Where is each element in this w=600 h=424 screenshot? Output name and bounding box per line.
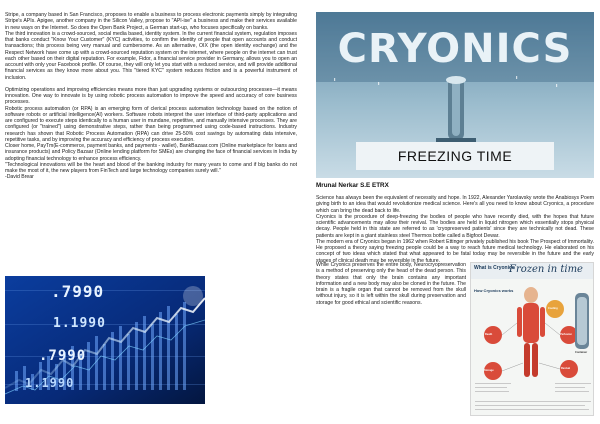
paragraph-neurocryopreservation: While Cryonics preserves the entire body, Neurocryopreservation is a method of preserving only the head of the dead person. This theory states that only the brain contains any important information and a new body may also be cloned in the future. The brain is a fragile organ that cannot be removed from the skull without injury, so it is left within the skull during preservation and storage for good ethical and scientific reasons. (316, 262, 466, 306)
paragraph-cryonics-definition: Cryonics is the procedure of deep-freezing the bodies of people who have recently died, with the hopes that future scientific advancements may allow their revival. The bodies are held in liquid nitrogen which essentially stops physical decay. People held in this state are referred to as 'cryopreserved patients' since they are technically not dead. These patients are kept in a giant stainless steel Thermos bottle called a Bigfoot Dewar. (316, 213, 594, 239)
quote-author: -David Brear (5, 174, 34, 181)
stock-number-4: 1.1990 (25, 376, 75, 390)
infographic-question: What is Cryonics (474, 265, 515, 271)
infographic-art (471, 263, 594, 416)
infographic-title: Frozen in time (509, 264, 583, 275)
neuro-paragraph-block (316, 262, 466, 306)
label-perfusion: Perfusion (560, 333, 572, 336)
label-death: Death (485, 333, 493, 336)
left-article-text (5, 12, 297, 181)
stock-number-1: .7990 (51, 282, 105, 301)
label-storage: Storage (484, 369, 494, 372)
banner-title: CRYONICS (337, 26, 573, 72)
paragraph-quote: "Technological innovations will be the heart and blood of the banking industry for many years to come and if big banks do not make the most of it, the new players from FinTech and large technology companies surely will." (5, 161, 297, 174)
paragraph-stripe: Stripe, a company based in San Francisco, proposes to enable a business to process electronic payments simply by integrating Stripe's APIs. Apigee, another company in the Silicon Valley, propose to "API-ise" a business and make their services available in new ways on the Internet. So does the Open Bank Project, a German start-up, who focuses specifically on banks. (5, 12, 297, 31)
paragraph-identity: The third innovation is a crowd-sourced, social media based, identity system. In the current financial system, regulation imposes that banks conduct "Know Your Customer" (KYC) activities, to confirm the identity of people that open accounts and conduct transactions; this process being very manual and cumbersome. As an alternative, OIX (the open identity exchange) and the Respect Network have come up with a crowd-sourced reputation system on the internet, where people on the internet can trust each other based on their digital reputation. For example, Fidor, a financial service provider in Germany, allows you to open an account with only your Facebook profile. Of course, they will only let you start with a reduced service, and will provide additional financial services as they know more about you. This "tiered KYC" system reduces friction and is a powerful instrument of inclusion. (5, 30, 297, 81)
banner-subtitle: FREEZING TIME (397, 148, 513, 164)
label-cooling: Cooling (548, 307, 558, 310)
paragraph-india: Closer home, PayTm(E-commerce, payment banks, and payments - wallet), BankBazaar.com (Online marketplace for loans and insurance products) and Policy Bazaar (Online lending platform for SMEs) are changing the face of financial services in India by adopting financial technology to enhance process efficiency. (5, 143, 297, 162)
paragraph-modern-era: The modern era of Cryonics began in 1962 when Robert Ettinger privately published his book The Prospect of Immortality. He proposed a theory saying freezing people could be a way to reach future medical technology. He elaborated on his concept of two ideas which stated that what appeared to be fatal today may be reversible in the future and the early stages of clinical death may be reversible in the future. (316, 238, 594, 264)
label-revival: Revival (561, 367, 571, 370)
stock-number-2: 1.1990 (53, 316, 106, 331)
label-container: Container (575, 351, 588, 354)
cryonics-infographic (470, 262, 594, 416)
stock-number-3: .7990 (39, 348, 87, 364)
infographic-subhead: How Cryonics works (474, 288, 514, 293)
paragraph-rpa: Robotic process automation (or RPA) is an emerging form of clerical process automation technology based on the notion of software robots or artificial intelligence(AI) workers. Software robots interpret the user interface of third-party applications and are configured to execute steps identically to a human user in mundane, repetitive, and manually intensive processes. They are configured (or "trained") using demonstrative steps, rather than being programmed using code-based instructions. Industry research has shown that Robotic Process Automation (RPA) can drive 25-50% cost savings by automating data intensive, repetitive tasks, and by improving the accuracy and efficiency of process execution. (5, 105, 297, 143)
paragraph-optimizing: Optimizing operations and improving efficiencies means more than just upgrading systems or outsourcing processes—it means innovation. One way to innovate is by using robotic process automation to improve the speed and accuracy of core business processes. (5, 86, 297, 106)
paragraph-science: Science has always been the equivalent of necessity and hope. In 1922, Alexander Yarolavsky wrote the Anabiosys Poem giving birth to an idea that would revolutionize medical science. Here's all you need to know about Cryonics, a procedure which can bring the dead back to life. (316, 195, 594, 214)
stock-market-image (5, 276, 205, 404)
right-article-text (316, 195, 594, 264)
article-author: Mrunal Nerkar S.E ETRX (316, 182, 389, 189)
cryonics-banner (316, 12, 594, 178)
